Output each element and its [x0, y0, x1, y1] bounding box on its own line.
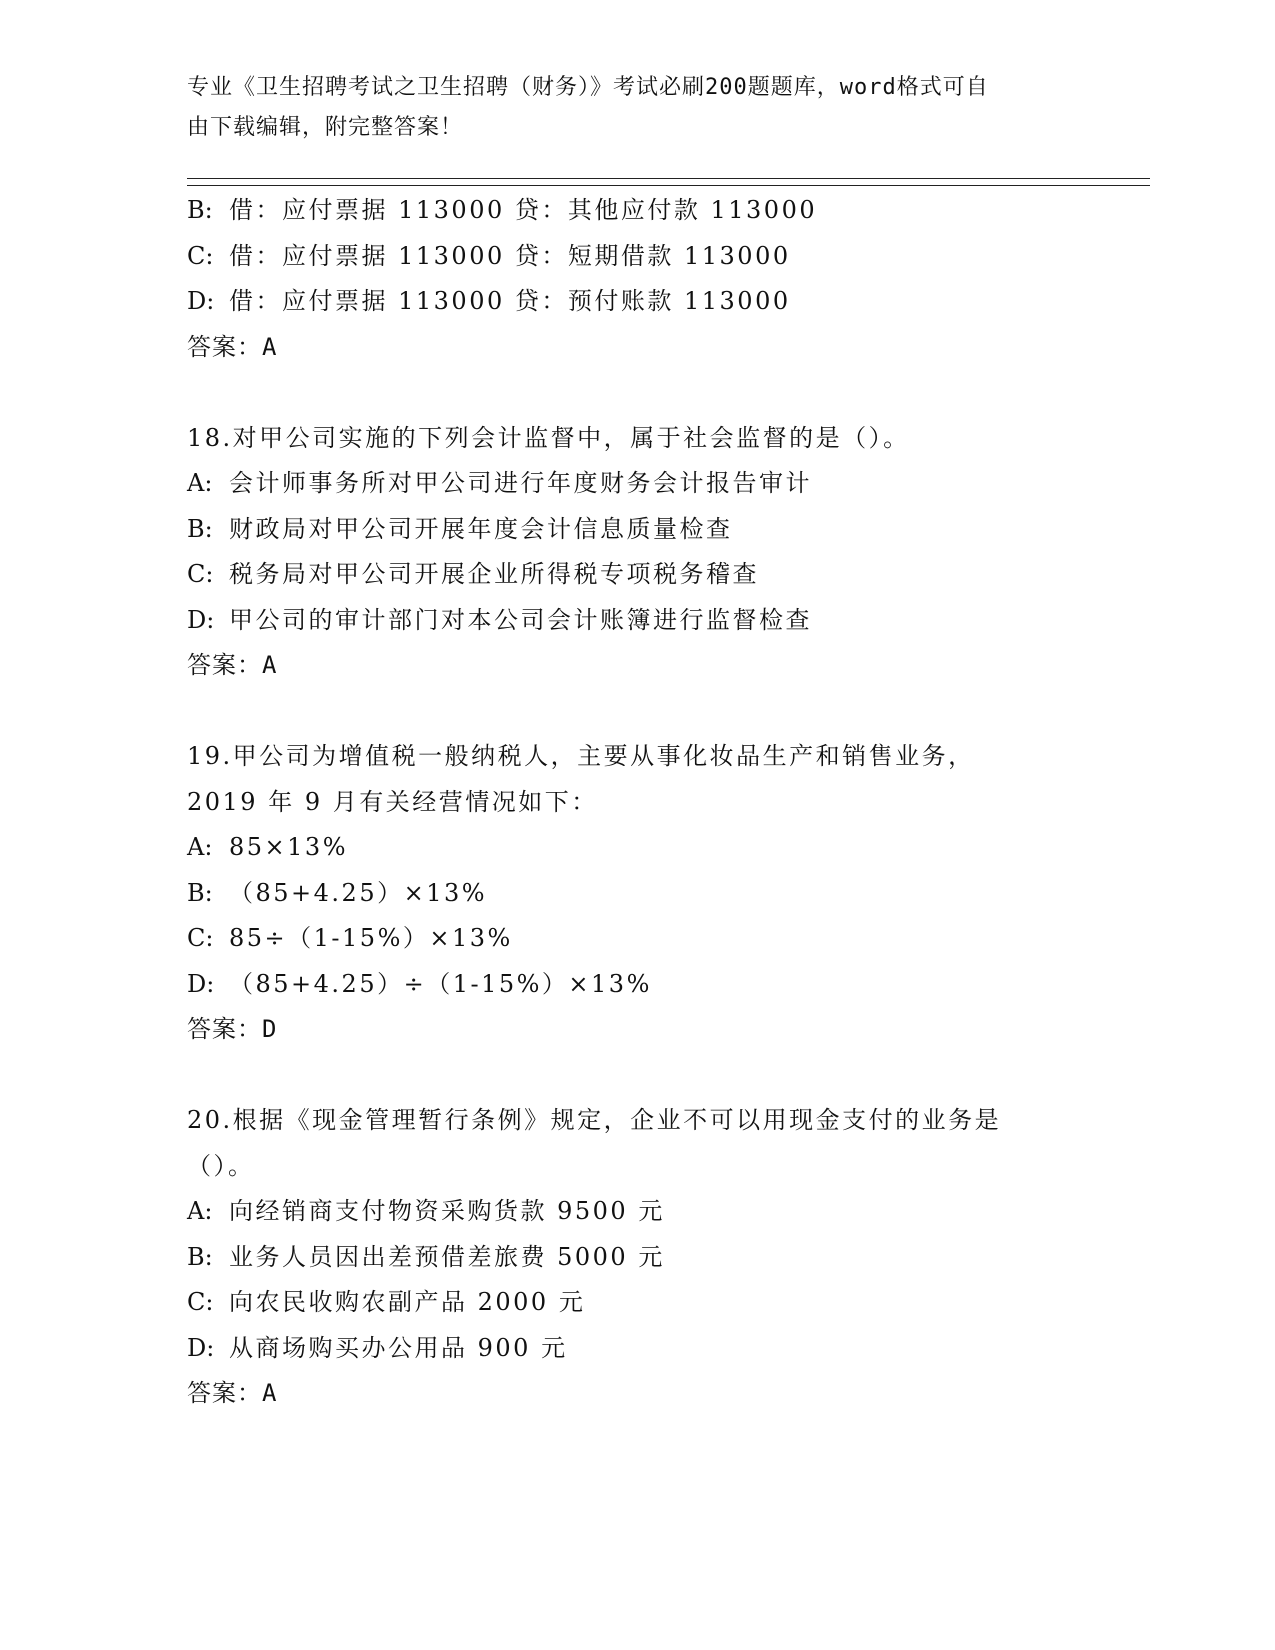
question-stem: 19.甲公司为增值税一般纳税人，主要从事化妆品生产和销售业务， — [187, 742, 975, 770]
question-content — [187, 188, 1087, 1417]
option-a — [187, 825, 1087, 871]
question-stem: 18.对甲公司实施的下列会计监督中，属于社会监督的是（）。 — [187, 423, 910, 452]
option-d — [187, 962, 1087, 1008]
option-text: 借：应付票据 113000 贷：预付账款 113000 — [229, 287, 791, 315]
option-text: 借：应付票据 113000 贷：其他应付款 113000 — [229, 196, 818, 224]
spacer — [187, 370, 1087, 416]
option-text: 从商场购买办公用品 900 元 — [229, 1333, 568, 1362]
question-17-tail — [187, 188, 1087, 370]
answer: 答案：A — [187, 651, 278, 679]
option-b — [187, 871, 1087, 917]
header-line-2: 由下载编辑，附完整答案！ — [187, 115, 464, 140]
option-d — [187, 279, 1087, 325]
option-text: 税务局对甲公司开展企业所得税专项税务稽查 — [229, 560, 759, 588]
header-rule-top — [187, 178, 1150, 179]
option-text: 85÷（1-15%）×13% — [229, 924, 513, 952]
option-c — [187, 552, 1087, 598]
option-text: 业务人员因出差预借差旅费 5000 元 — [229, 1242, 665, 1271]
option-text: 向经销商支付物资采购货款 9500 元 — [229, 1197, 665, 1225]
document-header — [187, 68, 1087, 148]
option-label: B: — [187, 878, 213, 907]
option-text: 向农民收购农副产品 2000 元 — [229, 1288, 586, 1316]
header-line-1: 专业《卫生招聘考试之卫生招聘（财务）》考试必刷200题题库，word格式可自 — [187, 75, 989, 100]
option-label: B: — [187, 196, 213, 224]
option-b — [187, 1235, 1087, 1281]
option-b — [187, 507, 1087, 553]
option-b — [187, 188, 1087, 234]
option-c — [187, 234, 1087, 280]
option-text: （85+4.25）÷（1-15%）×13% — [229, 969, 652, 998]
answer: 答案：A — [187, 332, 278, 361]
question-stem: 20.根据《现金管理暂行条例》规定，企业不可以用现金支付的业务是 — [187, 1106, 1002, 1134]
option-a — [187, 461, 1087, 507]
option-label: C: — [187, 1288, 214, 1316]
question-19 — [187, 734, 1087, 1053]
question-stem-continued: （）。 — [187, 1151, 255, 1180]
header-rule-bottom — [187, 185, 1150, 186]
option-label: D: — [187, 969, 215, 998]
option-label: C: — [187, 924, 214, 952]
option-label: A: — [187, 1197, 213, 1225]
spacer — [187, 1053, 1087, 1099]
option-text: （85+4.25）×13% — [229, 878, 488, 907]
option-c — [187, 1280, 1087, 1326]
option-label: C: — [187, 560, 214, 588]
option-label: D: — [187, 605, 215, 634]
option-text: 会计师事务所对甲公司进行年度财务会计报告审计 — [229, 469, 812, 497]
option-label: B: — [187, 1242, 213, 1271]
option-c — [187, 916, 1087, 962]
option-label: C: — [187, 241, 214, 270]
option-text: 85×13% — [229, 833, 348, 861]
option-d — [187, 1326, 1087, 1372]
option-d — [187, 598, 1087, 644]
option-label: D: — [187, 1333, 215, 1362]
option-text: 财政局对甲公司开展年度会计信息质量检查 — [229, 514, 733, 543]
question-20 — [187, 1098, 1087, 1417]
answer: 答案：D — [187, 1015, 278, 1043]
option-label: A: — [187, 469, 213, 497]
question-18 — [187, 416, 1087, 689]
option-label: D: — [187, 287, 215, 315]
option-text: 借：应付票据 113000 贷：短期借款 113000 — [229, 241, 791, 270]
option-text: 甲公司的审计部门对本公司会计账簿进行监督检查 — [229, 605, 812, 634]
option-label: A: — [187, 833, 213, 861]
option-a — [187, 1189, 1087, 1235]
question-stem-continued: 2019 年 9 月有关经营情况如下： — [187, 787, 598, 816]
spacer — [187, 689, 1087, 735]
answer: 答案：A — [187, 1379, 278, 1407]
option-label: B: — [187, 514, 213, 543]
